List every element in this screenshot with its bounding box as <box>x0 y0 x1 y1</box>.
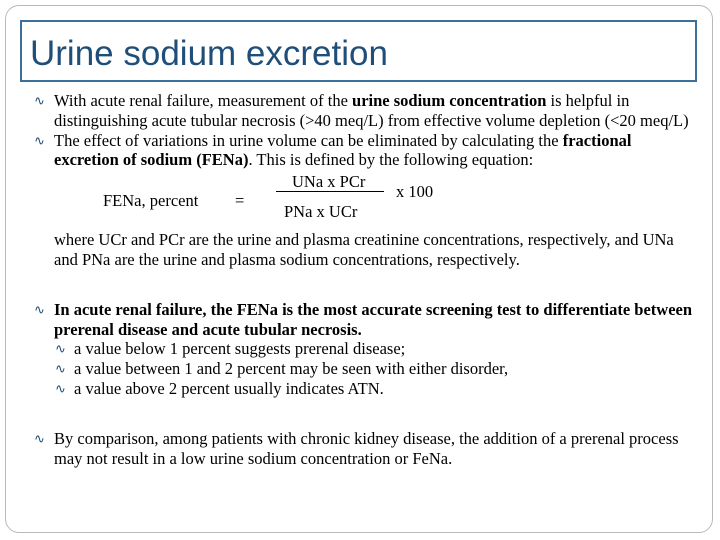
bullet-text: The effect of variations in urine volume can be eliminated by calculating the <box>54 130 563 150</box>
equation-numerator: UNa x PCr <box>292 172 366 192</box>
sub-item-text: a value between 1 and 2 percent may be seen with either disorder, <box>74 359 509 379</box>
equation-lhs: FENa, percent <box>103 191 199 211</box>
bullet-text: . This is defined by the following equation: <box>248 150 534 170</box>
wave-bullet-icon: ∿ <box>34 93 45 108</box>
sub-item-between-1-2 <box>34 359 694 379</box>
where-paragraph: where UCr and PCr are the urine and plasma creatinine concentrations, respectively, and UNa and PNa are the urine and plasma sodium concentrations, respectively. <box>54 230 674 269</box>
equation-equals: = <box>235 191 245 211</box>
fena-equation <box>34 172 694 230</box>
sub-item-text: a value below 1 percent suggests prerenal disease; <box>74 339 406 359</box>
equation-denominator: PNa x UCr <box>284 202 358 222</box>
bullet-bold-text: fractional excretion of sodium (FENa) <box>54 130 632 170</box>
sub-item-text: a value above 2 percent usually indicates ATN. <box>74 378 384 398</box>
wave-bullet-icon: ∿ <box>55 341 66 357</box>
bullet-fena-screening <box>34 300 694 340</box>
bullet-chronic-kidney <box>34 429 694 469</box>
bullet-fena-definition <box>34 131 694 171</box>
slide-content <box>34 91 694 540</box>
equation-multiplier: x 100 <box>396 182 434 202</box>
bullet-text: With acute renal failure, measurement of the <box>54 91 353 110</box>
wave-bullet-icon: ∿ <box>34 301 45 317</box>
bullet-text: is helpful in distinguishing acute tubular necrosis (>40 meq/L) from effective volume depletion (<20 meq/L) <box>54 91 689 130</box>
wave-bullet-icon: ∿ <box>34 132 45 148</box>
wave-bullet-icon: ∿ <box>55 361 66 377</box>
sub-item-above-2 <box>34 379 694 399</box>
slide-title: Urine sodium excretion <box>30 34 388 73</box>
wave-bullet-icon: ∿ <box>55 380 66 396</box>
bullet-bold-text: In acute renal failure, the FENa is the most accurate screening test to differentiate between prerenal disease and acute tubular necrosis. <box>54 299 693 339</box>
bullet-urine-sodium <box>34 91 694 131</box>
sub-item-below-1 <box>34 339 694 359</box>
bullet-text: By comparison, among patients with chronic kidney disease, the addition of a prerenal process may not result in a low urine sodium concentration or FeNa. <box>54 428 679 468</box>
bullet-bold-text: urine sodium concentration <box>352 91 547 110</box>
fraction-bar <box>276 191 384 192</box>
wave-bullet-icon: ∿ <box>34 430 45 446</box>
